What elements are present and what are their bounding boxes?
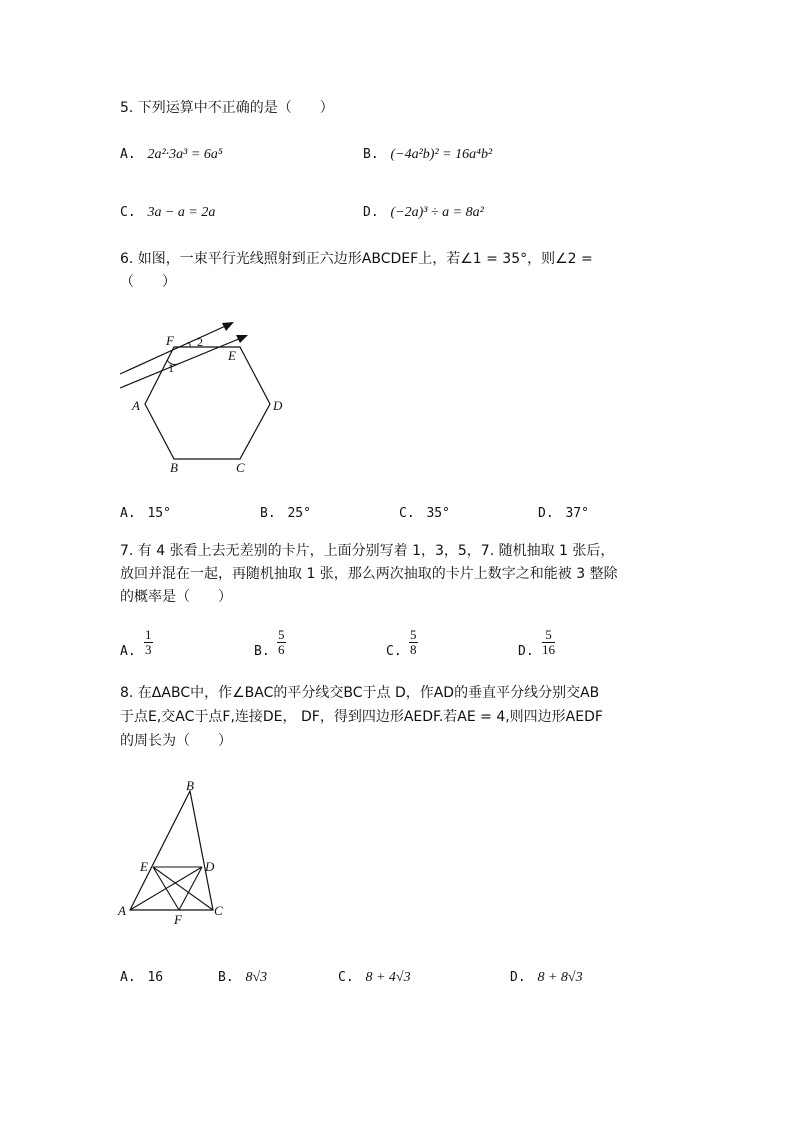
numerator: 5 [542, 628, 555, 643]
denominator: 8 [410, 642, 417, 657]
hexagon [145, 347, 270, 459]
q8-option-d[interactable] [510, 969, 583, 987]
label-C: C [236, 460, 245, 475]
q7-option-b-fraction [277, 628, 286, 657]
q8-stem-line3: 的周长为（ ） [120, 733, 232, 749]
option-letter: A. [120, 970, 136, 985]
label-F: F [166, 333, 174, 348]
triangle-figure [115, 778, 235, 928]
option-letter: C. [386, 644, 402, 659]
denominator: 3 [145, 642, 152, 657]
label-angle-2: 2 [197, 335, 203, 349]
label-A: A [118, 903, 126, 918]
label-E: E [140, 859, 148, 874]
label-D: D [273, 398, 283, 413]
option-letter: D. [363, 205, 379, 220]
numerator: 5 [278, 627, 285, 642]
option-letter: A. [120, 147, 136, 162]
option-value: 25° [287, 506, 311, 521]
q8-option-a[interactable] [120, 969, 163, 987]
option-letter: B. [254, 644, 270, 659]
option-letter: B. [363, 147, 379, 162]
option-letter: C. [399, 506, 415, 521]
q7-option-b[interactable] [254, 643, 270, 661]
label-B: B [186, 778, 194, 793]
q6-stem-line1: 6. 如图，一束平行光线照射到正六边形ABCDEF上，若∠1 = 35°，则∠2 = [120, 251, 593, 267]
option-letter: B. [218, 970, 234, 985]
label-D: D [205, 859, 215, 874]
option-letter: B. [260, 506, 276, 521]
option-expr: 2a²·3a³ = 6a⁵ [147, 147, 223, 162]
option-letter: A. [120, 644, 136, 659]
option-value: 37° [565, 506, 589, 521]
option-expr: (−2a)³ ÷ a = 8a² [390, 205, 484, 220]
option-value: 16 [147, 970, 164, 985]
q7-option-a-fraction [144, 628, 153, 657]
q6-stem-line2: （ ） [120, 274, 176, 290]
label-angle-1: 1 [168, 361, 174, 375]
q7-option-c[interactable] [386, 643, 402, 661]
option-value: 8 + 4√3 [365, 970, 411, 985]
triangle-abc [130, 791, 213, 910]
q5-option-a[interactable] [120, 146, 223, 164]
q6-option-c[interactable] [399, 505, 450, 523]
q6-option-b[interactable] [260, 505, 311, 523]
q5-option-b[interactable] [363, 146, 492, 164]
q8-option-b[interactable] [218, 969, 267, 987]
numerator: 1 [145, 627, 152, 642]
q7-stem-line3: 的概率是（ ） [120, 589, 232, 605]
q5-option-d[interactable] [363, 204, 484, 222]
option-letter: A. [120, 506, 136, 521]
option-value: 15° [147, 506, 171, 521]
option-value: 8√3 [245, 970, 268, 985]
q7-option-a[interactable] [120, 643, 136, 661]
q7-option-d-fraction [542, 628, 555, 657]
arrowhead-upper [222, 322, 234, 331]
label-A: A [132, 398, 140, 413]
q8-stem-line2: 于点E,交AC于点F,连接DE， DF，得到四边形AEDF.若AE = 4,则四边形AEDF [120, 709, 603, 725]
option-letter: D. [510, 970, 526, 985]
label-E: E [228, 348, 236, 363]
q5-option-c[interactable] [120, 204, 215, 222]
denominator: 6 [278, 642, 285, 657]
label-F: F [174, 912, 182, 927]
option-expr: (−4a²b)² = 16a⁴b² [390, 147, 493, 162]
q7-stem-line2: 放回并混在一起，再随机抽取 1 张，那么两次抽取的卡片上数字之和能被 3 整除 [120, 566, 618, 582]
q7-stem-line1: 7. 有 4 张看上去无差别的卡片，上面分别写着 1，3，5，7. 随机抽取 1 张后， [120, 543, 615, 559]
segment-ef [153, 867, 179, 910]
numerator: 5 [410, 627, 417, 642]
q7-option-d[interactable] [518, 643, 534, 661]
option-letter: C. [120, 205, 136, 220]
option-letter: D. [538, 506, 554, 521]
option-value: 8 + 8√3 [537, 970, 583, 985]
option-letter: C. [338, 970, 354, 985]
q6-option-a[interactable] [120, 505, 171, 523]
q7-option-c-fraction [409, 628, 418, 657]
option-expr: 3a − a = 2a [147, 205, 216, 220]
q8-option-c[interactable] [338, 969, 411, 987]
q6-option-d[interactable] [538, 505, 589, 523]
q8-stem-line1: 8. 在ΔABC中，作∠BAC的平分线交BC于点 D，作AD的垂直平分线分别交AB [120, 685, 600, 701]
label-C: C [214, 903, 223, 918]
option-letter: D. [518, 644, 534, 659]
label-B: B [170, 460, 178, 475]
q5-stem: 5. 下列运算中不正确的是（ ） [120, 100, 334, 116]
option-value: 35° [426, 506, 450, 521]
denominator: 16 [542, 642, 555, 657]
hexagon-figure [110, 314, 310, 479]
